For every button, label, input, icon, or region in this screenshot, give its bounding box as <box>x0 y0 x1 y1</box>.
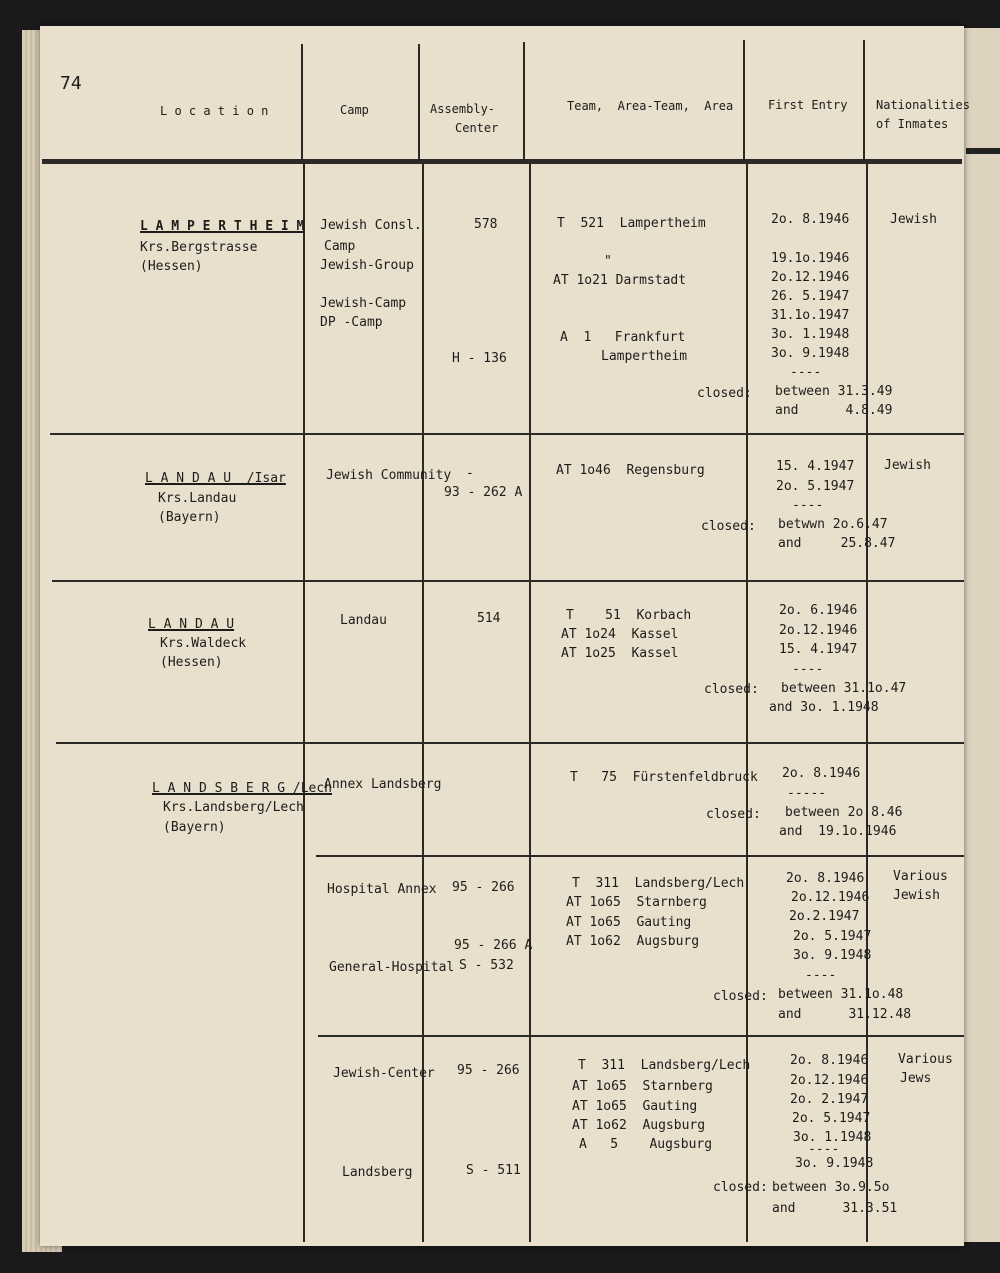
first-entry-date: 2o. 8.1946 <box>782 766 861 781</box>
header-location: L o c a t i o n <box>160 104 269 118</box>
row-rule <box>316 855 964 857</box>
team-entry: AT 1o65 Gauting <box>572 1099 698 1114</box>
team-entry: T 311 Landsberg/Lech <box>578 1058 751 1073</box>
first-entry-date: 3o. 9.1948 <box>795 1156 874 1171</box>
camp-name: Jewish Consl. <box>320 218 422 233</box>
first-entry-date: 2o.12.1946 <box>779 623 858 638</box>
closed-between: between 31.1o.48 <box>778 987 904 1002</box>
first-entry-date: 2o. 8.1946 <box>771 212 850 227</box>
assembly-center: S - 511 <box>466 1163 521 1178</box>
closed-between: between 31.3.49 <box>775 384 893 399</box>
team-entry: A 1 Frankfurt <box>560 330 686 345</box>
team-entry: " <box>604 254 612 269</box>
row-rule <box>50 433 964 435</box>
closed-and: and 31.3.51 <box>772 1201 898 1216</box>
first-entry-date: 26. 5.1947 <box>771 289 850 304</box>
closed-between: between 3o.9.5o <box>772 1180 890 1195</box>
location-name: L A N D S B E R G /Lech <box>152 781 333 796</box>
first-entry-date: 2o. 5.1947 <box>792 1111 871 1126</box>
camp-name: Annex Landsberg <box>324 777 442 792</box>
camp-name: Landau <box>340 613 387 628</box>
camp-name: General-Hospital <box>329 960 455 975</box>
closed-between: between 31.1o.47 <box>781 681 907 696</box>
first-entry-date: 15. 4.1947 <box>776 459 855 474</box>
nationality: Various <box>893 869 948 884</box>
column-divider <box>418 44 420 164</box>
separator: ---- <box>792 662 824 677</box>
separator: ----- <box>787 786 827 801</box>
team-entry: T 311 Landsberg/Lech <box>572 876 745 891</box>
camp-name: Landsberg <box>342 1165 413 1180</box>
closed-label: closed: <box>701 519 756 534</box>
closed-label: closed: <box>706 807 761 822</box>
location-district: Krs.Bergstrasse <box>140 240 258 255</box>
camp-name: Jewish-Camp <box>320 296 407 311</box>
assembly-center: S - 532 <box>459 958 514 973</box>
first-entry-date: 3o. 1.1948 <box>771 327 850 342</box>
separator: ---- <box>790 365 822 380</box>
location-district: Krs.Landsberg/Lech <box>163 800 304 815</box>
nationality: Jewish <box>884 458 931 473</box>
assembly-center: H - 136 <box>452 351 507 366</box>
team-entry: AT 1o24 Kassel <box>561 627 679 642</box>
page-number: 74 <box>60 73 82 94</box>
camp-name: Jewish Community <box>326 468 452 483</box>
team-entry: AT 1o62 Augsburg <box>566 934 700 949</box>
assembly-center: 93 - 262 A <box>444 485 523 500</box>
first-entry-date: 3o. 9.1948 <box>771 346 850 361</box>
nationality: Jews <box>900 1071 932 1086</box>
camp-name: Jewish-Group <box>320 258 414 273</box>
closed-between: between 2o.8.46 <box>785 805 903 820</box>
location-state: (Hessen) <box>140 259 203 274</box>
separator: ---- <box>805 968 837 983</box>
location-district: Krs.Landau <box>158 491 237 506</box>
team-entry: AT 1o25 Kassel <box>561 646 679 661</box>
nationality: Jewish <box>893 888 940 903</box>
closed-and: and 4.8.49 <box>775 403 893 418</box>
closed-label: closed: <box>697 386 752 401</box>
assembly-center: 514 <box>477 611 501 626</box>
assembly-center: 95 - 266 <box>457 1063 520 1078</box>
first-entry-date: 15. 4.1947 <box>779 642 858 657</box>
closed-label: closed: <box>713 989 768 1004</box>
team-entry: AT 1o46 Regensburg <box>556 463 705 478</box>
header-camp: Camp <box>340 103 369 117</box>
column-divider <box>303 164 305 1242</box>
team-entry: T 75 Fürstenfeldbruck <box>570 770 758 785</box>
first-entry-date: 3o. 9.1948 <box>793 948 872 963</box>
camp-name: Camp <box>324 239 356 254</box>
closed-label: closed: <box>713 1180 768 1195</box>
team-entry: A 5 Augsburg <box>579 1137 713 1152</box>
location-name: L A N D A U <box>148 617 235 632</box>
first-entry-date: 2o. 8.1946 <box>790 1053 869 1068</box>
first-entry-date: 2o.2.1947 <box>789 909 860 924</box>
first-entry-date: 2o. 8.1946 <box>786 871 865 886</box>
closed-label: closed: <box>704 682 759 697</box>
location-name: L A M P E R T H E I M <box>140 219 305 234</box>
first-entry-date: 2o.12.1946 <box>771 270 850 285</box>
header-assembly-1: Assembly- <box>430 102 496 116</box>
closed-and: and 25.8.47 <box>778 536 896 551</box>
assembly-center: - <box>466 466 474 481</box>
separator: ---- <box>808 1142 840 1157</box>
first-entry-date: 2o.12.1946 <box>790 1073 869 1088</box>
first-entry-date: 19.1o.1946 <box>771 251 850 266</box>
first-entry-date: 2o. 5.1947 <box>793 929 872 944</box>
team-entry: AT 1o21 Darmstadt <box>553 273 687 288</box>
first-entry-date: 2o. 2.1947 <box>790 1092 869 1107</box>
first-entry-date: 2o. 6.1946 <box>779 603 858 618</box>
closed-and: and 3o. 1.1948 <box>769 700 879 715</box>
separator: ---- <box>792 498 824 513</box>
closed-and: and 19.1o.1946 <box>779 824 897 839</box>
assembly-center: 578 <box>474 217 498 232</box>
team-entry: Lampertheim <box>601 349 688 364</box>
first-entry-date: 2o. 5.1947 <box>776 479 855 494</box>
row-rule <box>56 742 964 744</box>
header-team: Team, Area-Team, Area <box>567 99 734 113</box>
column-divider <box>746 164 748 1242</box>
camp-name: DP -Camp <box>320 315 383 330</box>
row-rule <box>318 1035 964 1037</box>
nationality: Various <box>898 1052 953 1067</box>
facing-page-edge <box>962 28 1000 1242</box>
row-rule <box>52 580 964 582</box>
assembly-center: 95 - 266 <box>452 880 515 895</box>
location-state: (Hessen) <box>160 655 223 670</box>
first-entry-date: 2o.12.1946 <box>791 890 870 905</box>
location-state: (Bayern) <box>158 510 221 525</box>
closed-between: betwwn 2o.6.47 <box>778 517 888 532</box>
location-name: L A N D A U /Isar <box>145 471 286 486</box>
location-district: Krs.Waldeck <box>160 636 247 651</box>
column-divider <box>863 40 865 164</box>
assembly-center: 95 - 266 A <box>454 938 533 953</box>
first-entry-date: 31.1o.1947 <box>771 308 850 323</box>
header-nationalities-1: Nationalities <box>876 98 970 112</box>
first-entry-date: 3o. 1.1948 <box>793 1130 872 1145</box>
header-nationalities-2: of Inmates <box>876 117 949 131</box>
camp-name: Hospital Annex <box>327 882 437 897</box>
location-state: (Bayern) <box>163 820 226 835</box>
column-divider <box>529 164 531 1242</box>
column-divider <box>743 40 745 164</box>
facing-page-rule <box>966 148 1000 154</box>
column-divider <box>301 44 303 164</box>
team-entry: AT 1o62 Augsburg <box>572 1118 706 1133</box>
nationality: Jewish <box>890 212 937 227</box>
team-entry: AT 1o65 Gauting <box>566 915 692 930</box>
team-entry: AT 1o65 Starnberg <box>572 1079 713 1094</box>
team-entry: T 521 Lampertheim <box>557 216 706 231</box>
camp-name: Jewish-Center <box>333 1066 435 1081</box>
header-first-entry: First Entry <box>768 98 848 112</box>
header-assembly-2: Center <box>455 121 499 135</box>
header-rule <box>42 159 962 164</box>
team-entry: AT 1o65 Starnberg <box>566 895 707 910</box>
closed-and: and 31.12.48 <box>778 1007 912 1022</box>
column-divider <box>523 42 525 164</box>
team-entry: T 51 Korbach <box>566 608 692 623</box>
